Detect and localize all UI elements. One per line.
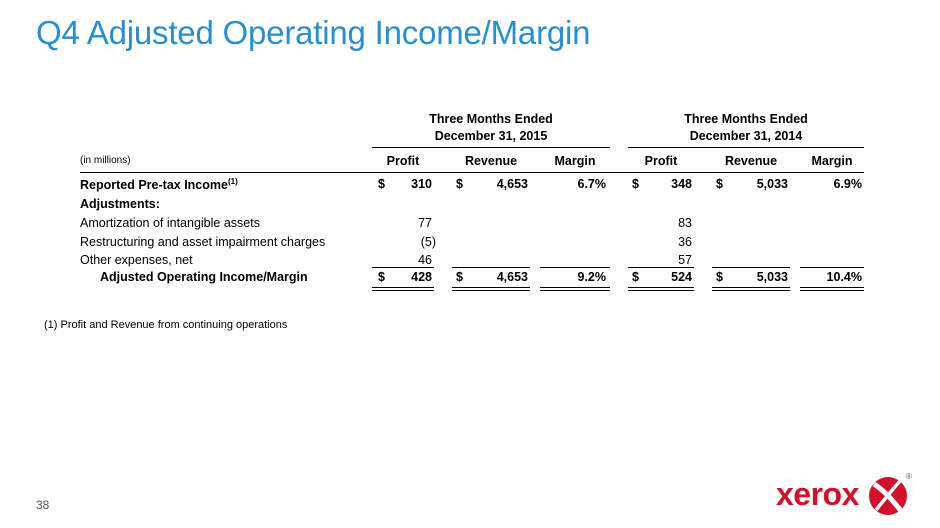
period-2014-rule <box>628 147 864 148</box>
reported-profit-2014: 348 <box>671 177 692 191</box>
reported-margin-2015: 6.7% <box>577 177 606 191</box>
subtotal-rule <box>452 267 530 268</box>
currency-symbol: $ <box>456 177 463 191</box>
restructuring-profit-2014: 36 <box>678 235 692 249</box>
row-restructuring-label: Restructuring and asset impairment charges <box>80 235 326 249</box>
col-profit-2015: Profit <box>386 154 420 168</box>
page-title: Q4 Adjusted Operating Income/Margin <box>36 14 591 51</box>
amortization-profit-2014: 83 <box>678 216 692 230</box>
currency-symbol: $ <box>456 270 463 284</box>
subtotal-rule <box>540 267 610 268</box>
period-2014-line1: Three Months Ended <box>684 112 808 126</box>
adjusted-margin-2014: 10.4% <box>826 270 862 284</box>
total-rule <box>628 290 694 291</box>
total-rule <box>800 287 864 288</box>
reported-margin-2014: 6.9% <box>833 177 862 191</box>
col-margin-2014: Margin <box>811 154 853 168</box>
subtotal-rule <box>628 267 694 268</box>
total-rule <box>800 290 864 291</box>
period-2015-line2: December 31, 2015 <box>434 129 548 143</box>
row-amortization-label: Amortization of intangible assets <box>80 216 260 230</box>
total-rule <box>372 290 434 291</box>
subtotal-rule <box>372 267 434 268</box>
subtotal-rule <box>712 267 790 268</box>
page-number: 38 <box>36 498 50 512</box>
col-margin-2015: Margin <box>554 154 596 168</box>
currency-symbol: $ <box>716 177 723 191</box>
col-profit-2014: Profit <box>644 154 678 168</box>
currency-symbol: $ <box>632 270 639 284</box>
period-2015-rule <box>372 147 610 148</box>
total-rule <box>452 287 530 288</box>
total-rule <box>540 287 610 288</box>
header-rule <box>80 172 864 173</box>
period-2014-line2: December 31, 2014 <box>689 129 803 143</box>
total-rule <box>540 290 610 291</box>
currency-symbol: $ <box>632 177 639 191</box>
adjusted-profit-2015: 428 <box>411 270 432 284</box>
reported-revenue-2015: 4,653 <box>496 177 528 191</box>
col-revenue-2014: Revenue <box>724 154 778 168</box>
total-rule <box>628 287 694 288</box>
currency-symbol: $ <box>716 270 723 284</box>
subtotal-rule <box>800 267 864 268</box>
amortization-profit-2015: 77 <box>418 216 432 230</box>
footnote-marker: (1) <box>227 177 238 186</box>
row-adjusted-label: Adjusted Operating Income/Margin <box>100 270 308 284</box>
total-rule <box>452 290 530 291</box>
adjusted-margin-2015: 9.2% <box>577 270 606 284</box>
total-rule <box>372 287 434 288</box>
other-profit-2014: 57 <box>678 253 692 267</box>
currency-symbol: $ <box>378 177 385 191</box>
total-rule <box>712 290 790 291</box>
reported-profit-2015: 310 <box>411 177 432 191</box>
xerox-sphere-icon <box>868 474 908 518</box>
currency-symbol: $ <box>378 270 385 284</box>
adjusted-revenue-2014: 5,033 <box>756 270 788 284</box>
period-2015-line1: Three Months Ended <box>429 112 553 126</box>
xerox-logo <box>776 472 916 522</box>
adjusted-profit-2014: 524 <box>671 270 692 284</box>
row-other-label: Other expenses, net <box>80 253 193 267</box>
total-rule <box>712 287 790 288</box>
units-label: (in millions) <box>80 155 131 166</box>
col-revenue-2015: Revenue <box>464 154 518 168</box>
restructuring-profit-2015: (5) <box>420 235 436 249</box>
adjustments-heading: Adjustments: <box>80 197 160 211</box>
reported-revenue-2014: 5,033 <box>756 177 788 191</box>
adjusted-revenue-2015: 4,653 <box>496 270 528 284</box>
logo-wordmark: xerox <box>776 476 859 512</box>
other-profit-2015: 46 <box>418 253 432 267</box>
footnote: (1) Profit and Revenue from continuing operations <box>44 319 288 331</box>
row-reported-label: Reported Pre-tax Income$^{(1)}$ <box>80 177 238 193</box>
registered-mark: ® <box>906 472 912 481</box>
